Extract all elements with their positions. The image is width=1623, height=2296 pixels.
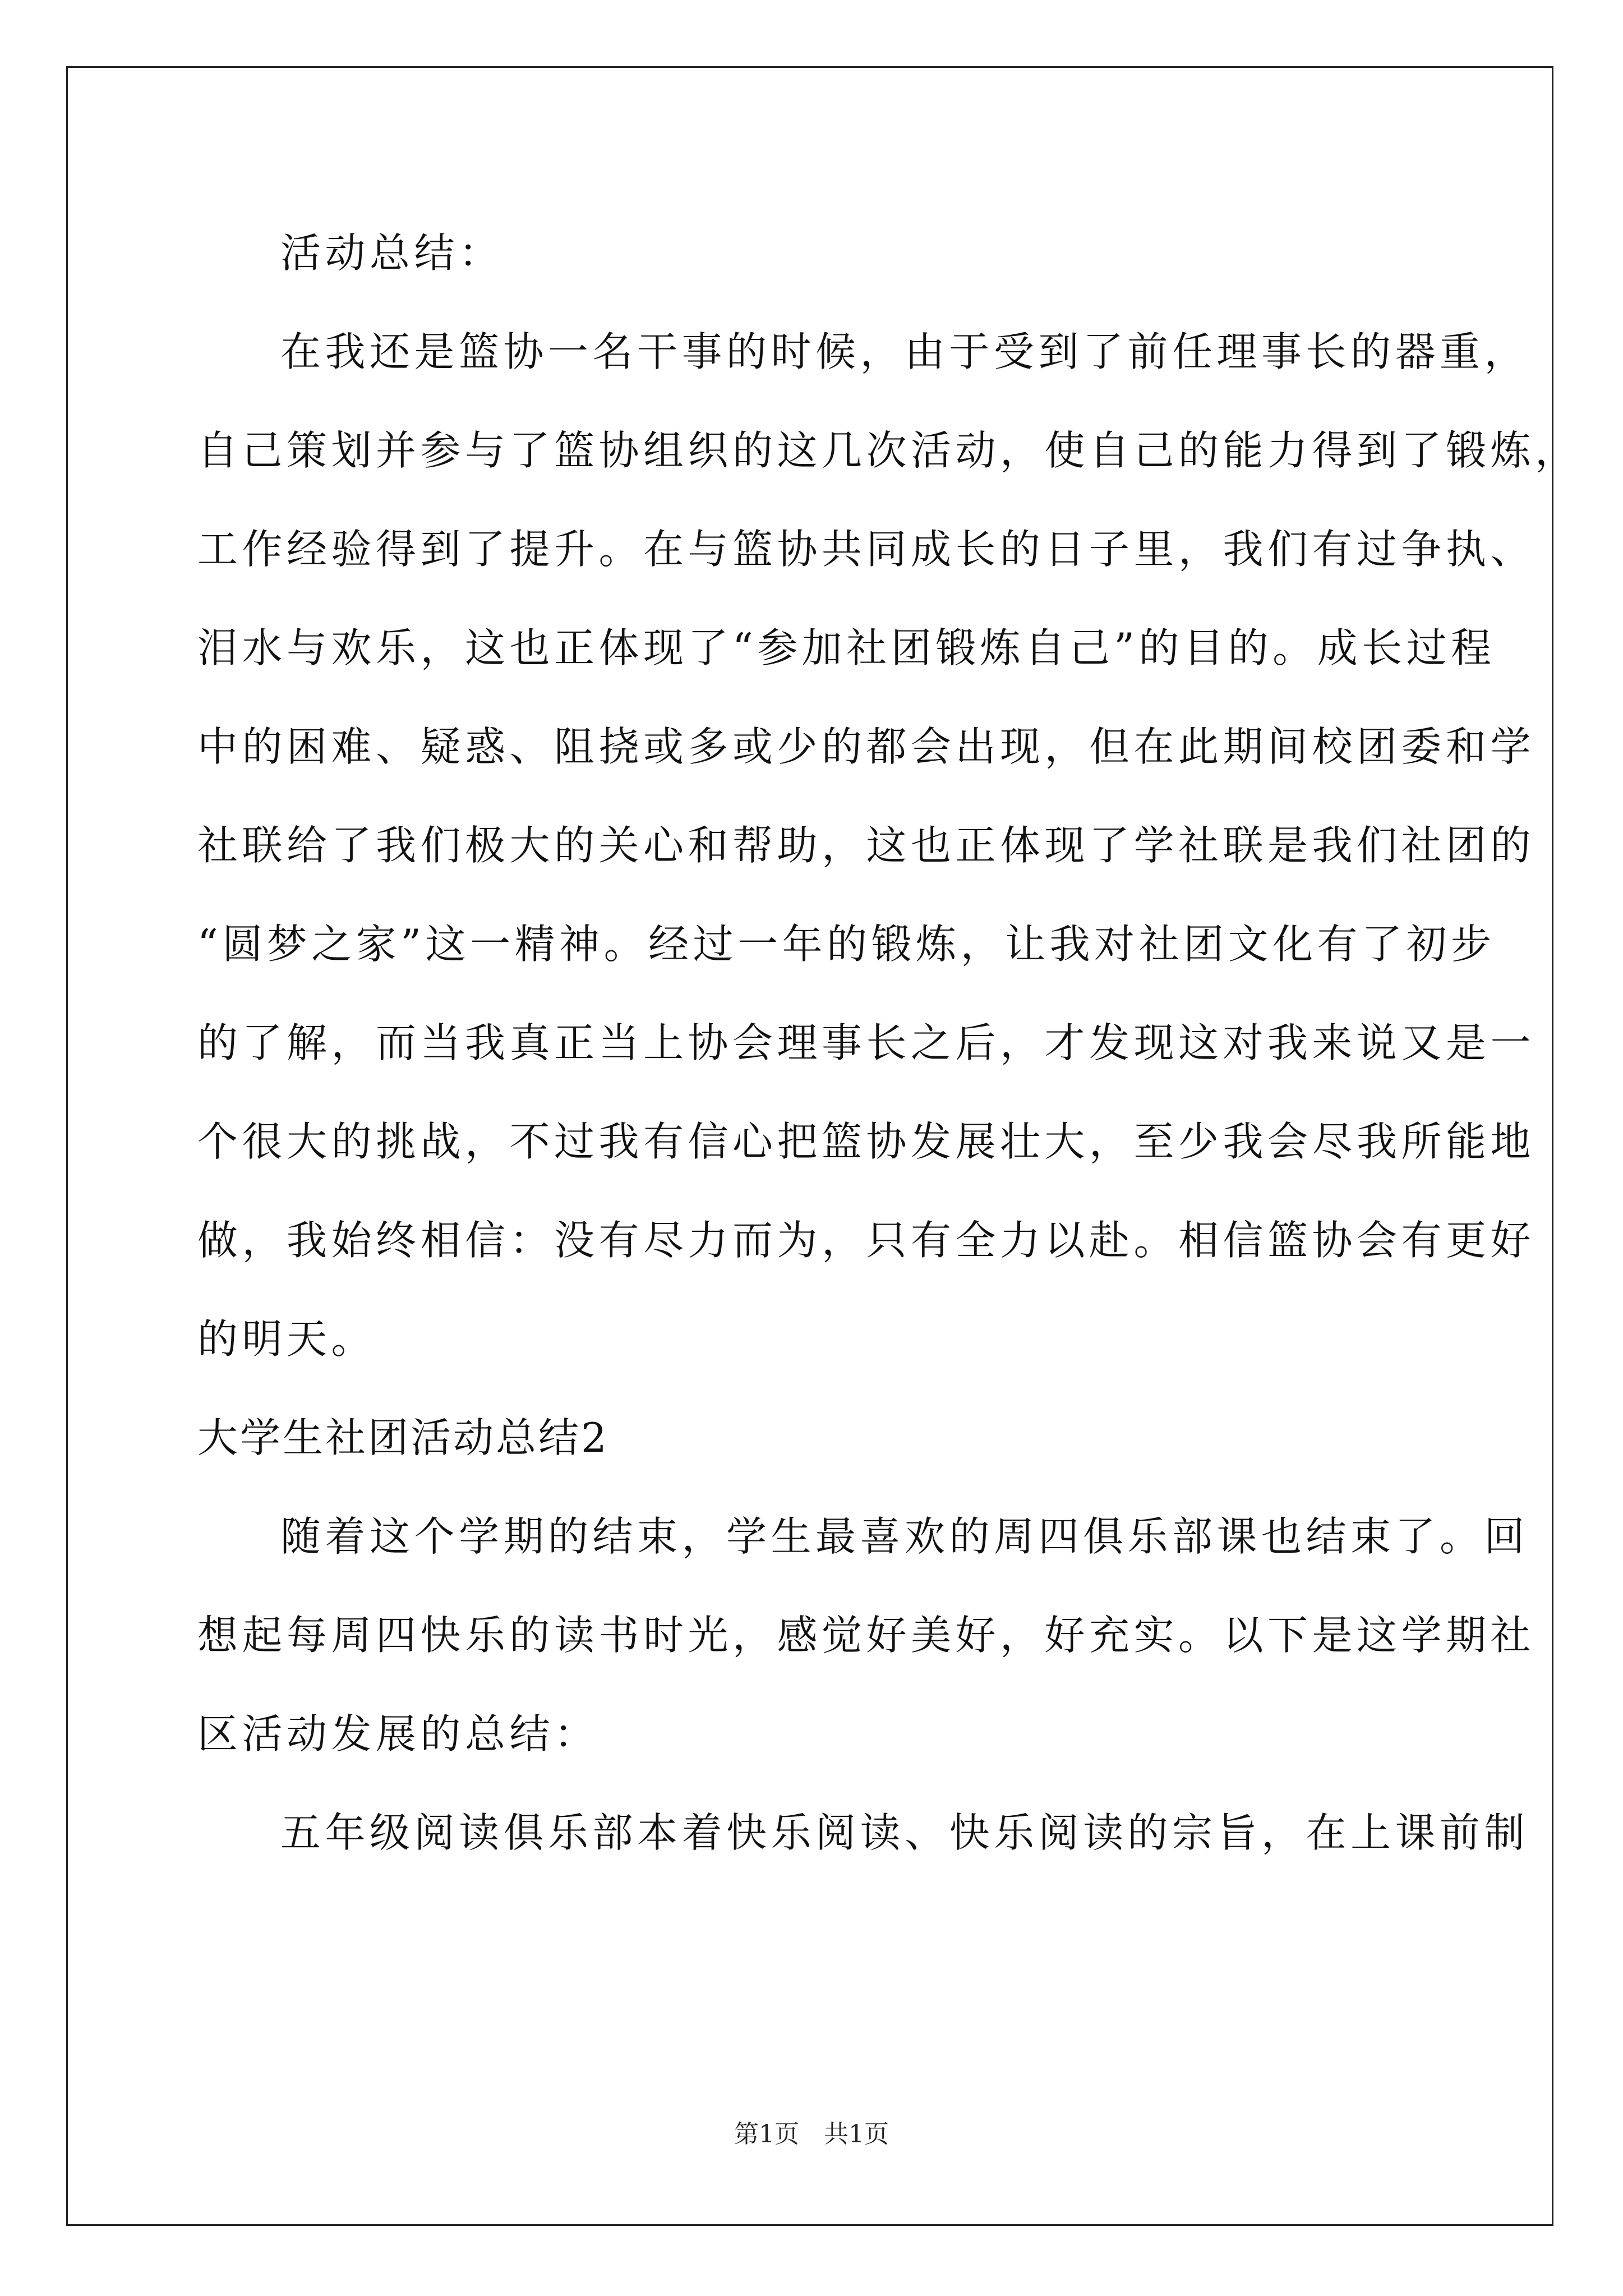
- paragraph-line: 做，我始终相信：没有尽力而为，只有全力以赴。相信篮协会有更好: [197, 1217, 1536, 1264]
- paragraph-line: 区活动发展的总结：: [197, 1710, 599, 1757]
- paragraph-line: 中的困难、疑惑、阻挠或多或少的都会出现，但在此期间校团委和学: [197, 723, 1536, 770]
- paragraph-line: 活动总结：: [280, 229, 504, 277]
- paragraph-line: 个很大的挑战，不过我有信心把篮协发展壮大，至少我会尽我所能地: [197, 1118, 1536, 1165]
- paragraph-line: “圆梦之家”这一精神。经过一年的锻炼，让我对社团文化有了初步: [197, 921, 1496, 968]
- paragraph-line: 随着这个学期的结束，学生最喜欢的周四俱乐部课也结束了。回: [280, 1513, 1529, 1560]
- paragraph-line: 泪水与欢乐，这也正体现了“参加社团锻炼自己”的目的。成长过程: [197, 624, 1496, 671]
- paragraph-line: 工作经验得到了提升。在与篮协共同成长的日子里，我们有过争执、: [197, 526, 1536, 573]
- paragraph-line: 的明天。: [197, 1315, 376, 1363]
- section-heading: 大学生社团活动总结2: [197, 1414, 609, 1461]
- paragraph-line: 想起每周四快乐的读书时光，感觉好美好，好充实。以下是这学期社: [197, 1612, 1536, 1659]
- paragraph-line: 在我还是篮协一名干事的时候，由于受到了前任理事长的器重，: [280, 328, 1529, 375]
- paragraph-line: 自己策划并参与了篮协组织的这几次活动，使自己的能力得到了锻炼，: [197, 427, 1580, 474]
- paragraph-line: 五年级阅读俱乐部本着快乐阅读、快乐阅读的宗旨，在上课前制: [280, 1809, 1529, 1856]
- paragraph-line: 社联给了我们极大的关心和帮助，这也正体现了学社联是我们社团的: [197, 822, 1536, 869]
- paragraph-line: 的了解，而当我真正当上协会理事长之后，才发现这对我来说又是一: [197, 1019, 1536, 1066]
- page-number: 第1页 共1页: [734, 2120, 889, 2148]
